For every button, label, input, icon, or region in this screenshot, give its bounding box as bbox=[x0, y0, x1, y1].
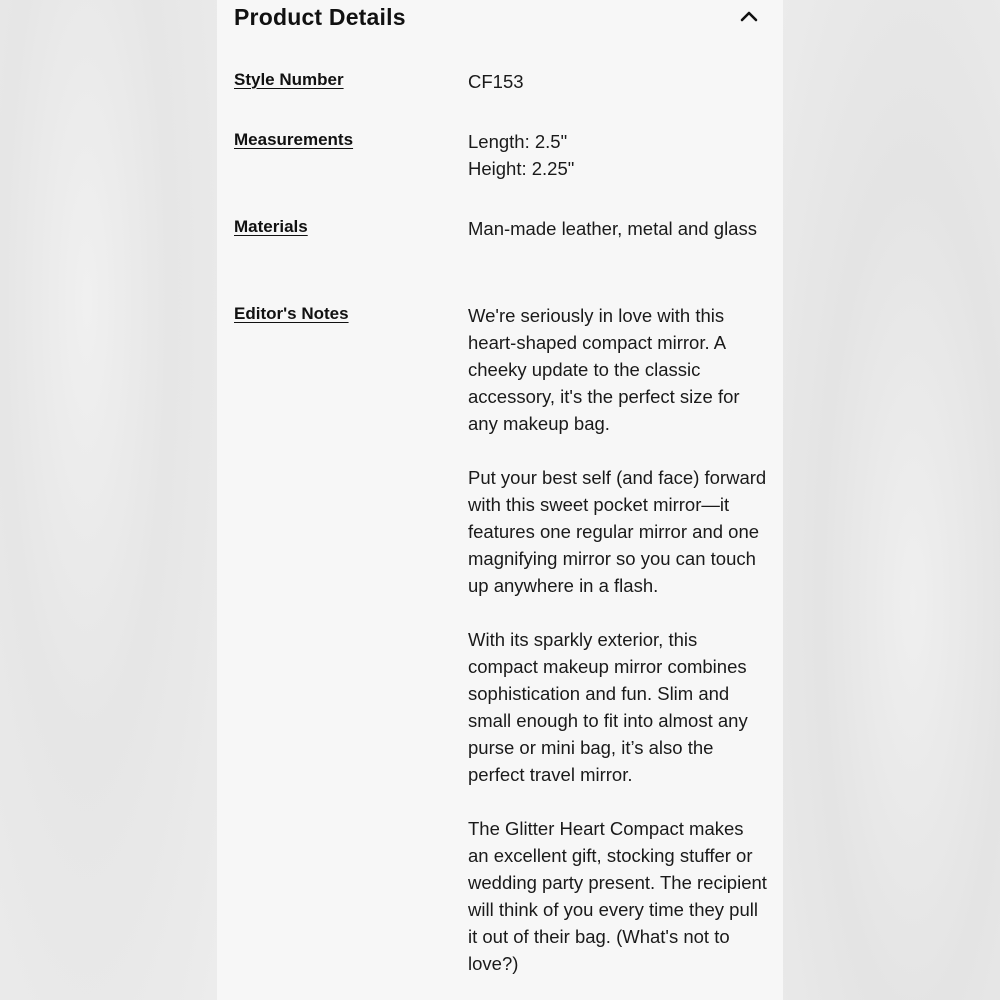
background-right bbox=[783, 0, 1000, 1000]
editors-notes-label: Editor's Notes bbox=[234, 304, 349, 323]
measurements-value bbox=[468, 128, 768, 182]
style-number-value bbox=[468, 68, 768, 95]
section-title: Product Details bbox=[234, 4, 406, 30]
style-number-text: CF153 bbox=[468, 71, 524, 92]
editors-notes-value bbox=[468, 302, 768, 1000]
editors-notes-paragraph: We're seriously in love with this heart-shaped compact mirror. A cheeky update to the classic accessory, it's the perfect size for any makeup bag. bbox=[468, 305, 740, 434]
background-left bbox=[0, 0, 217, 1000]
editors-notes-paragraph: With its sparkly exterior, this compact makeup mirror combines sophistication and fun. Slim and small enough to fit into almost any purse or mini bag, it’s also the perfect travel mirror. bbox=[468, 629, 748, 785]
product-details-header[interactable] bbox=[234, 0, 766, 38]
editors-notes-paragraph: The Glitter Heart Compact makes an excellent gift, stocking stuffer or wedding party present. The recipient will think of you every time they pull it out of their bag. (What's not to love?) bbox=[468, 818, 767, 974]
materials-text: Man-made leather, metal and glass bbox=[468, 218, 757, 239]
style-number-label: Style Number bbox=[234, 70, 344, 89]
materials-row bbox=[234, 215, 766, 275]
product-details-panel bbox=[217, 0, 783, 1000]
measurements-height: Height: 2.25" bbox=[468, 158, 575, 179]
style-number-row bbox=[234, 68, 766, 98]
chevron-up-icon[interactable] bbox=[738, 6, 760, 28]
measurements-label: Measurements bbox=[234, 130, 354, 149]
materials-label: Materials bbox=[234, 217, 308, 236]
editors-notes-paragraph: Put your best self (and face) forward with this sweet pocket mirror—it features one regular mirror and one magnifying mirror so you can touch up anywhere in a flash. bbox=[468, 467, 767, 596]
measurements-length: Length: 2.5" bbox=[468, 131, 568, 152]
editors-notes-row bbox=[234, 302, 766, 1000]
measurements-row bbox=[234, 128, 766, 188]
materials-value bbox=[468, 215, 768, 242]
